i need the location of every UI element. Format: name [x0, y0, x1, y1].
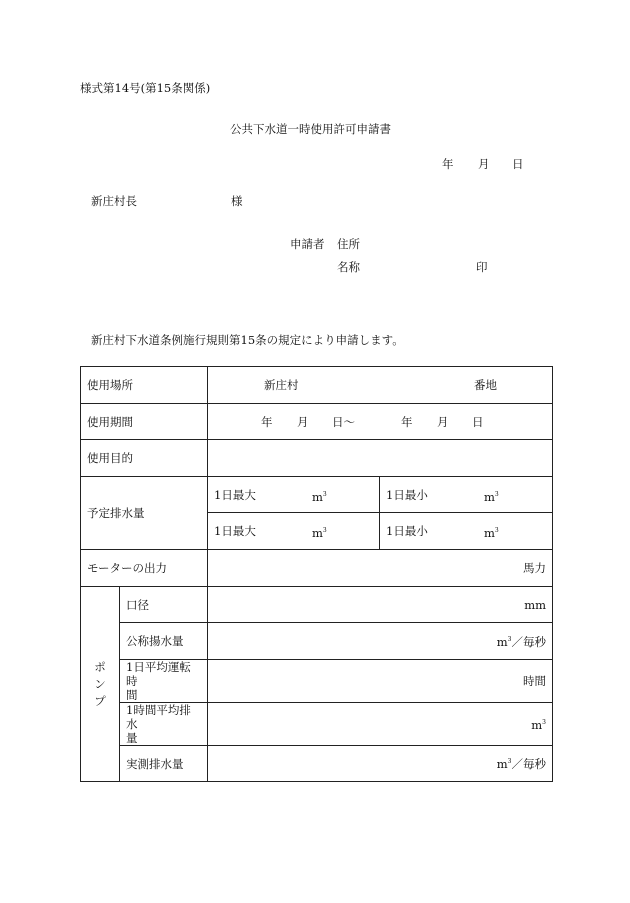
location-label: 使用場所 — [81, 367, 208, 404]
period-field[interactable] — [208, 404, 553, 440]
period-end-day: 日 — [472, 415, 484, 429]
row-pump-hourly — [81, 703, 553, 746]
form-number: 様式第14号(第15条関係) — [80, 81, 211, 95]
discharge-min-unit-1: $m^3$ — [484, 489, 499, 504]
applicant-name-label: 名称 — [337, 260, 360, 274]
pump-daily-hours-unit: 時間 — [523, 674, 546, 688]
pump-hourly-unit: $m^3$ — [531, 717, 546, 732]
discharge-min-label-2: 1日最小 — [386, 524, 428, 538]
addressee-honorific: 様 — [231, 194, 243, 208]
addressee-name: 新庄村長 — [91, 194, 137, 208]
application-statement: 新庄村下水道条例施行規則第15条の規定により申請します。 — [91, 333, 404, 347]
discharge-max-label-2: 1日最大 — [214, 524, 256, 538]
pump-actual-field[interactable] — [208, 746, 553, 782]
pump-nominal-field[interactable] — [208, 623, 553, 660]
row-pump-diameter — [81, 587, 553, 623]
applicant-address-label: 住所 — [337, 237, 360, 251]
period-end-year: 年 — [401, 415, 413, 429]
row-pump-actual — [81, 746, 553, 782]
discharge-max-unit-1: $m^3$ — [312, 489, 327, 504]
discharge-min-label-1: 1日最小 — [386, 488, 428, 502]
discharge-min-field-1[interactable] — [380, 477, 553, 513]
period-start-year: 年 — [261, 415, 273, 429]
pump-actual-unit: $m^3/$毎秒 — [496, 757, 546, 772]
period-start-month: 月 — [297, 415, 309, 429]
row-motor — [81, 550, 553, 587]
row-discharge-1 — [81, 477, 553, 513]
pump-char-3: プ — [94, 693, 106, 708]
row-period — [81, 404, 553, 440]
motor-label: モーターの出力 — [81, 550, 208, 587]
period-label: 使用期間 — [81, 404, 208, 440]
discharge-min-unit-2: $m^3$ — [484, 525, 499, 540]
date-year: 年 — [442, 157, 454, 171]
date-day: 日 — [512, 157, 524, 171]
discharge-min-field-2[interactable] — [380, 513, 553, 550]
purpose-label: 使用目的 — [81, 440, 208, 477]
row-location — [81, 367, 553, 404]
application-table — [80, 366, 553, 782]
pump-hourly-label: 1時間平均排水 量 — [120, 703, 208, 746]
motor-field[interactable] — [208, 550, 553, 587]
discharge-max-field-2[interactable] — [208, 513, 380, 550]
motor-unit: 馬力 — [523, 561, 546, 575]
row-purpose — [81, 440, 553, 477]
discharge-label: 予定排水量 — [81, 477, 208, 550]
pump-nominal-unit: $m^3/$毎秒 — [496, 634, 546, 649]
pump-char-1: ポ — [94, 659, 106, 674]
location-lot: 番地 — [474, 378, 497, 392]
discharge-max-label-1: 1日最大 — [214, 488, 256, 502]
location-field[interactable] — [208, 367, 553, 404]
location-village: 新庄村 — [264, 378, 299, 392]
period-start-day: 日〜 — [332, 415, 355, 429]
document-title: 公共下水道一時使用許可申請書 — [230, 122, 391, 136]
row-pump-nominal — [81, 623, 553, 660]
pump-label — [81, 587, 120, 782]
applicant-label: 申請者 — [290, 237, 325, 251]
discharge-max-unit-2: $m^3$ — [312, 525, 327, 540]
pump-actual-label: 実測排水量 — [120, 746, 208, 782]
pump-diameter-field[interactable] — [208, 587, 553, 623]
pump-char-2: ン — [94, 676, 106, 691]
pump-daily-hours-field[interactable] — [208, 660, 553, 703]
pump-diameter-unit: mm — [524, 597, 546, 612]
period-end-month: 月 — [437, 415, 449, 429]
pump-daily-hours-label: 1日平均運転時 間 — [120, 660, 208, 703]
applicant-seal: 印 — [476, 260, 488, 274]
pump-diameter-label: 口径 — [120, 587, 208, 623]
purpose-field[interactable] — [208, 440, 553, 477]
date-month: 月 — [478, 157, 490, 171]
pump-hourly-field[interactable] — [208, 703, 553, 746]
pump-nominal-label: 公称揚水量 — [120, 623, 208, 660]
row-pump-daily-hours — [81, 660, 553, 703]
discharge-max-field-1[interactable] — [208, 477, 380, 513]
